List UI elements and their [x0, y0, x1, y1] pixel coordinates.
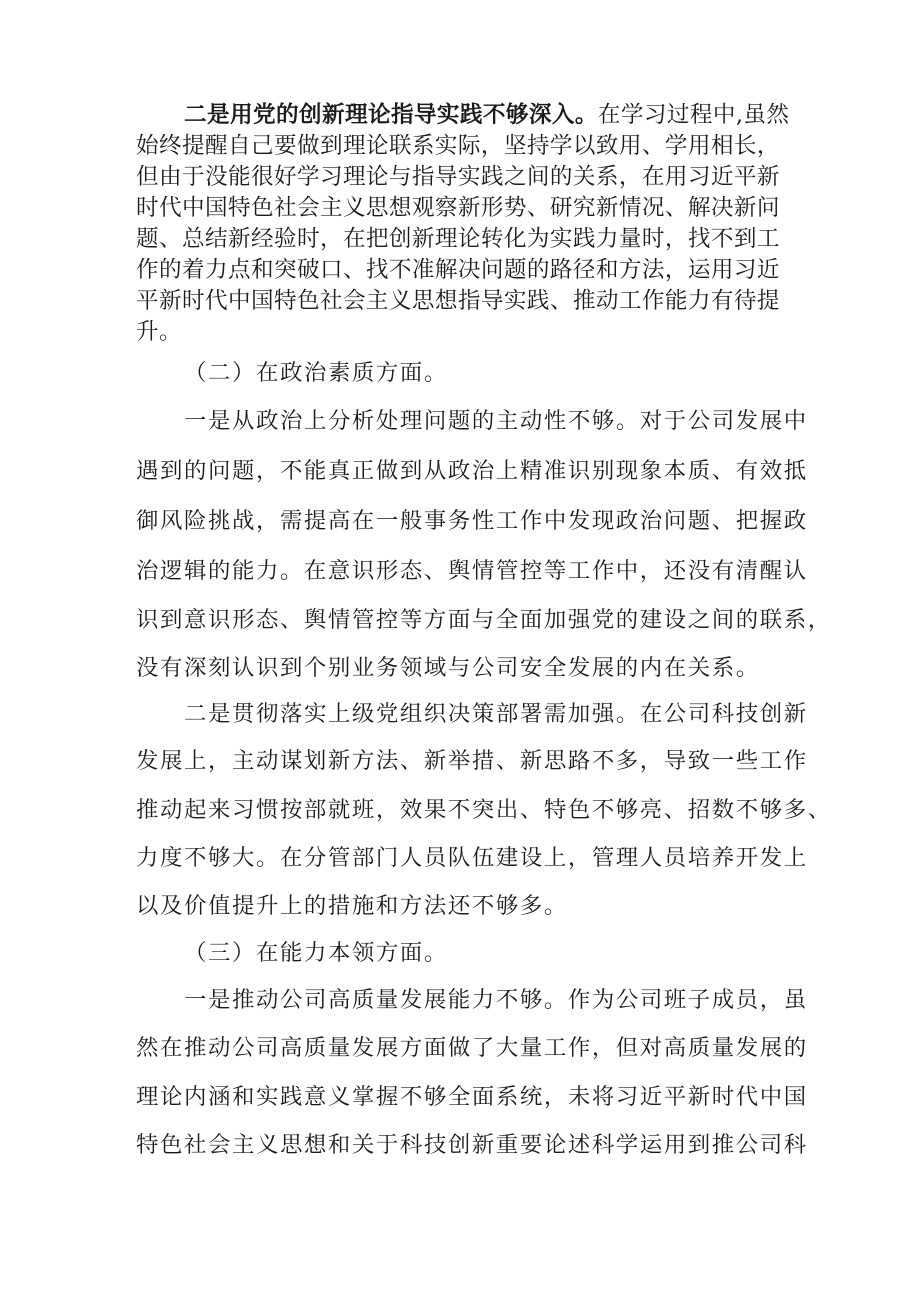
paragraph-2-line-6: 没有深刻认识到个别业务领域与公司安全发展的内在关系。	[136, 655, 760, 681]
paragraph-1-line-5: 题、总结新经验时，在把创新理论转化为实践力量时，找不到工	[136, 226, 780, 252]
paragraph-3-line-3: 推动起来习惯按部就班，效果不突出、特色不够亮、招数不够多、	[136, 797, 832, 823]
section-heading-2: （二）在政治素质方面。	[184, 360, 448, 386]
paragraph-3-line-1: 二是贯彻落实上级党组织决策部署需加强。在公司科技创新	[184, 701, 808, 727]
paragraph-2-line-1: 一是从政治上分析处理问题的主动性不够。对于公司发展中	[184, 408, 808, 434]
paragraph-1-line-1	[184, 100, 796, 131]
paragraph-1-line-3: 但由于没能很好学习理论与指导实践之间的关系，在用习近平新	[136, 164, 780, 190]
paragraph-1-line-8: 升。	[136, 319, 182, 345]
paragraph-4-line-1: 一是推动公司高质量发展能力不够。作为公司班子成员，虽	[184, 987, 808, 1013]
paragraph-4-line-2: 然在推动公司高质量发展方面做了大量工作，但对高质量发展的	[136, 1035, 808, 1061]
paragraph-2-line-5: 识到意识形态、舆情管控等方面与全面加强党的建设之间的联系，	[136, 607, 832, 633]
paragraph-2-line-4: 治逻辑的能力。在意识形态、舆情管控等工作中，还没有清醒认	[136, 558, 808, 584]
paragraph-2-line-3: 御风险挑战，需提高在一般事务性工作中发现政治问题、把握政	[136, 508, 808, 534]
paragraph-4-line-3: 理论内涵和实践意义掌握不够全面系统，未将习近平新时代中国	[136, 1084, 808, 1110]
paragraph-1-line-2: 始终提醒自己要做到理论联系实际，坚持学以致用、学用相长，	[136, 133, 780, 159]
paragraph-4-line-4: 特色社会主义思想和关于科技创新重要论述科学运用到推公司科	[136, 1132, 808, 1158]
section-heading-3: （三）在能力本领方面。	[184, 940, 448, 966]
paragraph-2-line-2: 遇到的问题，不能真正做到从政治上精准识别现象本质、有效抵	[136, 458, 808, 484]
paragraph-3-line-2: 发展上，主动谋划新方法、新举措、新思路不多，导致一些工作	[136, 748, 808, 774]
paragraph-1-lead: 二是用党的创新理论指导实践不够深入。	[184, 102, 598, 128]
paragraph-1-line-7: 平新时代中国特色社会主义思想指导实践、推动工作能力有待提	[136, 288, 780, 314]
paragraph-3-line-4: 力度不够大。在分管部门人员队伍建设上，管理人员培养开发上	[136, 845, 808, 871]
paragraph-1-line-1-text: 在学习过程中,虽然	[597, 102, 790, 128]
paragraph-3-line-5: 以及价值提升上的措施和方法还不够多。	[136, 893, 568, 919]
paragraph-1-line-6: 作的着力点和突破口、找不准解决问题的路径和方法，运用习近	[136, 257, 780, 283]
paragraph-1-line-4: 时代中国特色社会主义思想观察新形势、研究新情况、解决新问	[136, 195, 780, 221]
